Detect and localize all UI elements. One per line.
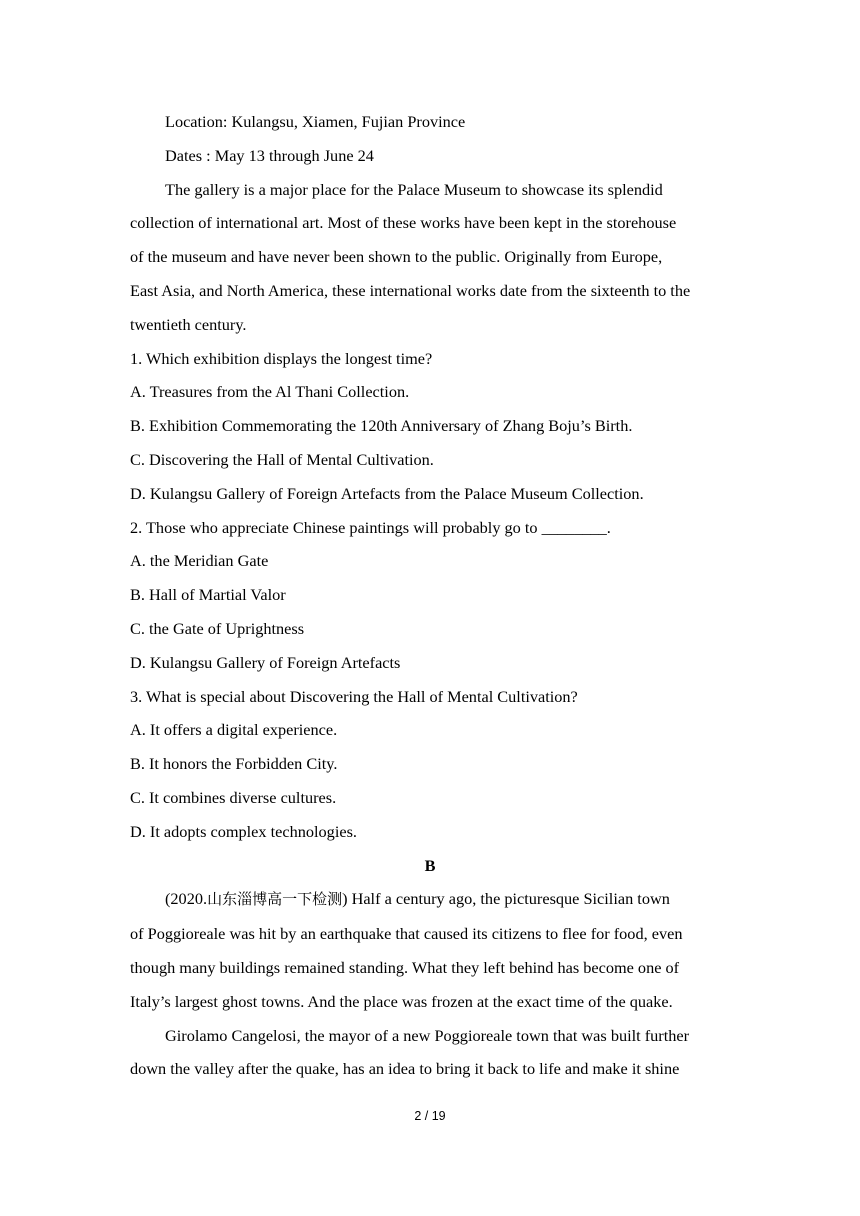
description-line: East Asia, and North America, these international works date from the sixteenth to the <box>130 280 691 300</box>
answer-option: A. Treasures from the Al Thani Collection. <box>130 382 410 402</box>
passage-b-paragraph-2 <box>130 1019 730 1087</box>
question-1 <box>130 342 730 511</box>
source-tag: 山东淄博高一下检测 <box>207 890 343 909</box>
paragraph-line: Italy’s largest ghost towns. And the place was frozen at the exact time of the quake. <box>130 991 673 1011</box>
paragraph-line: down the valley after the quake, has an idea to bring it back to life and make it shine <box>130 1059 680 1079</box>
question-3 <box>130 680 730 849</box>
description-line: collection of international art. Most of these works have been kept in the storehouse <box>130 213 677 233</box>
question-2 <box>130 511 730 680</box>
source-suffix: ) <box>342 889 348 909</box>
answer-option: A. the Meridian Gate <box>130 551 269 571</box>
answer-option: D. Kulangsu Gallery of Foreign Artefacts <box>130 652 401 672</box>
answer-option: D. Kulangsu Gallery of Foreign Artefacts from the Palace Museum Collection. <box>130 483 644 503</box>
paragraph-line: Girolamo Cangelosi, the mayor of a new Poggioreale town that was built further <box>165 1025 690 1045</box>
answer-option: C. Discovering the Hall of Mental Cultivation. <box>130 449 434 469</box>
description-line: twentieth century. <box>130 314 247 334</box>
answer-option: A. It offers a digital experience. <box>130 720 338 740</box>
page-content <box>130 105 730 1086</box>
passage-b-paragraph-1 <box>130 882 730 1018</box>
question-stem: 2. Those who appreciate Chinese paintings will probably go to ________. <box>130 517 611 537</box>
description-line: of the museum and have never been shown to the public. Originally from Europe, <box>130 247 663 267</box>
section-heading: B <box>424 855 436 875</box>
dates-line: Dates : May 13 through June 24 <box>165 145 374 165</box>
description-line: The gallery is a major place for the Palace Museum to showcase its splendid <box>165 179 663 199</box>
question-stem: 1. Which exhibition displays the longest time? <box>130 348 433 368</box>
location-line: Location: Kulangsu, Xiamen, Fujian Province <box>165 112 466 131</box>
gallery-description <box>130 173 730 342</box>
paragraph-line: though many buildings remained standing. What they left behind has become one of <box>130 957 680 977</box>
answer-option: B. Exhibition Commemorating the 120th Anniversary of Zhang Boju’s Birth. <box>130 416 633 436</box>
answer-option: C. the Gate of Uprightness <box>130 618 305 638</box>
answer-option: D. It adopts complex technologies. <box>130 821 357 841</box>
source-prefix: (2020. <box>165 889 208 909</box>
paragraph-line: of Poggioreale was hit by an earthquake that caused its citizens to flee for food, even <box>130 924 683 944</box>
answer-option: C. It combines diverse cultures. <box>130 787 337 807</box>
paragraph-first-line <box>130 882 730 917</box>
paragraph-text: Half a century ago, the picturesque Sicilian town <box>347 889 670 909</box>
answer-option: B. It honors the Forbidden City. <box>130 754 338 774</box>
question-stem: 3. What is special about Discovering the Hall of Mental Cultivation? <box>130 686 578 706</box>
answer-option: B. Hall of Martial Valor <box>130 585 286 605</box>
page-number: 2 / 19 <box>414 1109 446 1123</box>
